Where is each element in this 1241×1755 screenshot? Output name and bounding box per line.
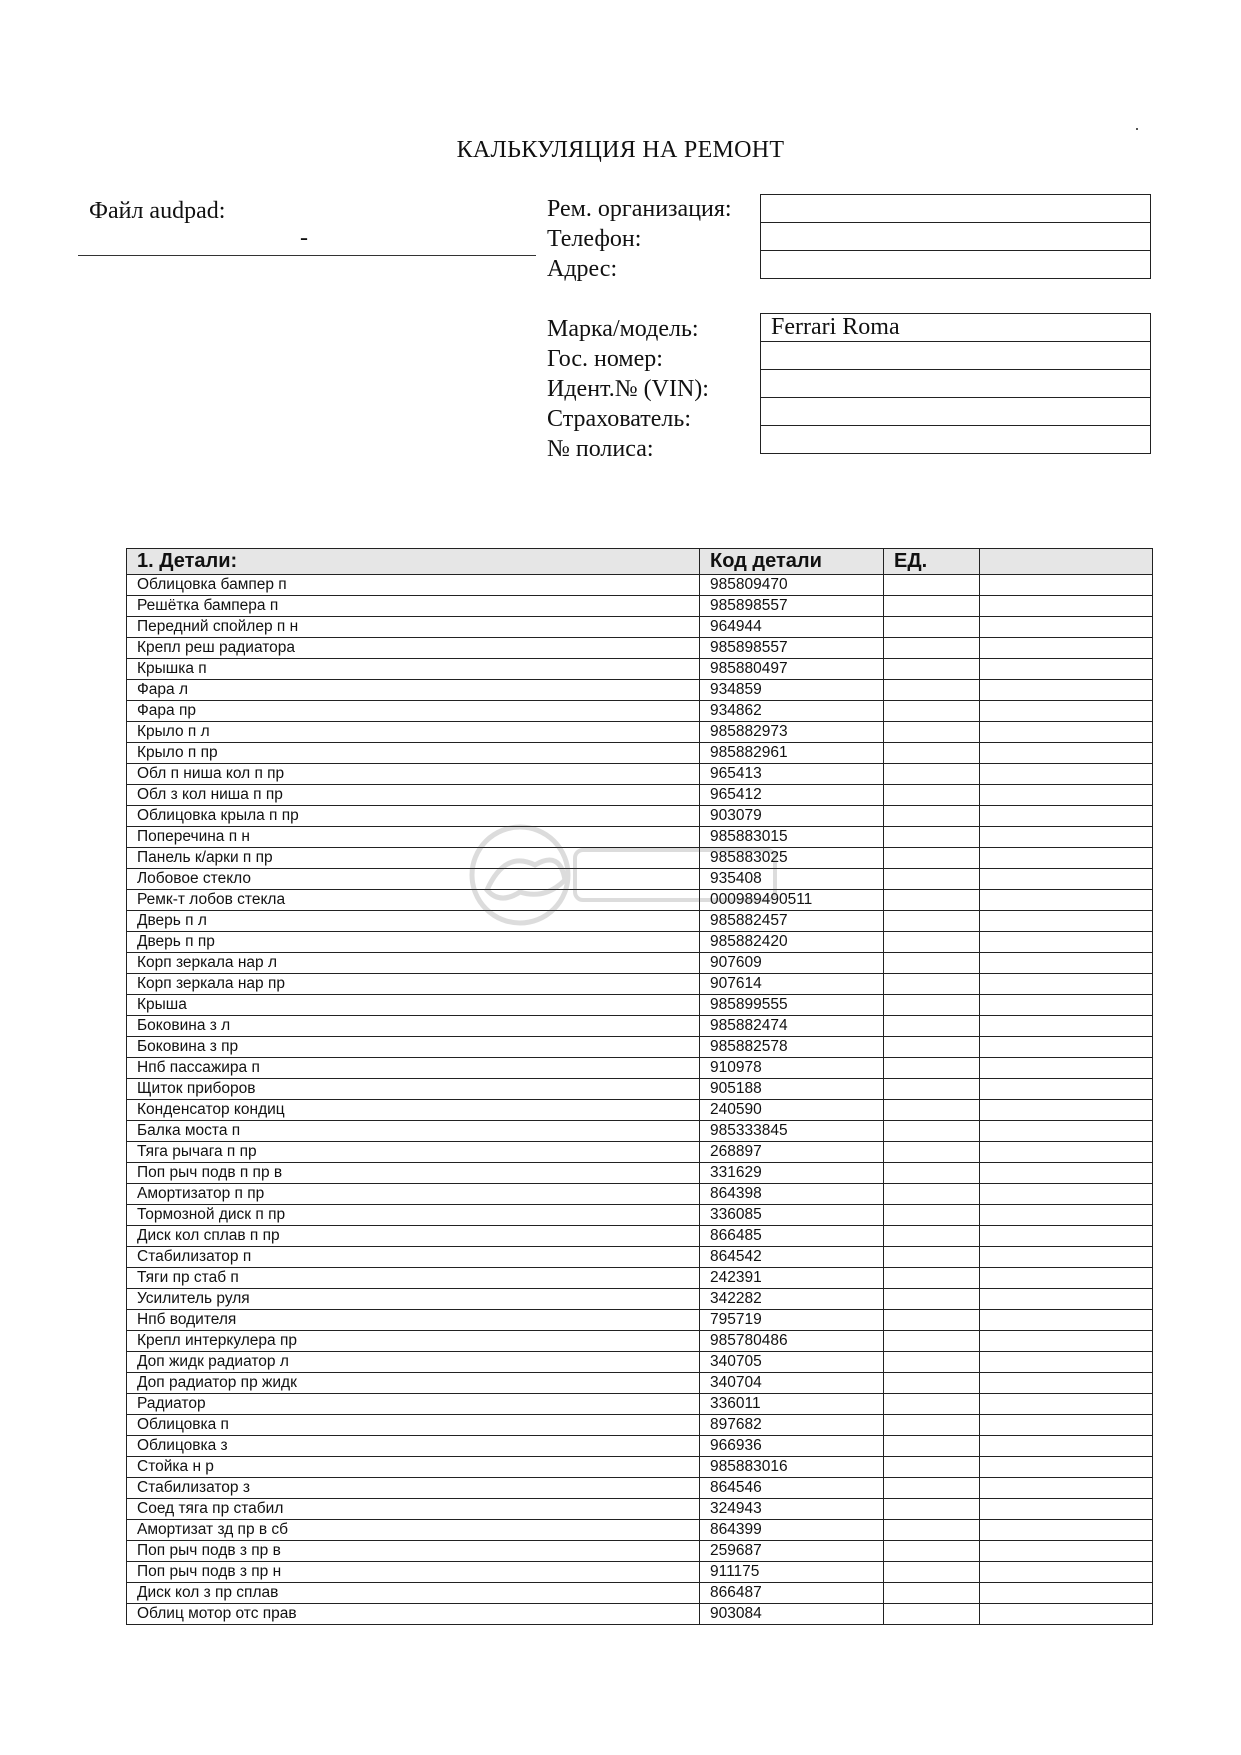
extra-cell — [980, 1604, 1153, 1625]
unit-cell — [884, 1205, 980, 1226]
unit-cell — [884, 1079, 980, 1100]
table-row — [127, 1604, 1153, 1625]
unit-cell — [884, 1142, 980, 1163]
extra-cell — [980, 638, 1153, 659]
part-code-cell: 985882420 — [700, 932, 884, 953]
unit-cell — [884, 659, 980, 680]
unit-cell — [884, 575, 980, 596]
part-code-cell: 934859 — [700, 680, 884, 701]
table-row — [127, 1478, 1153, 1499]
part-name-cell: Усилитель руля — [127, 1289, 700, 1310]
part-name-cell: Конденсатор кондиц — [127, 1100, 700, 1121]
table-row — [127, 890, 1153, 911]
parts-table-body — [127, 575, 1153, 1625]
part-name-cell: Крышка п — [127, 659, 700, 680]
unit-cell — [884, 596, 980, 617]
part-code-cell: 331629 — [700, 1163, 884, 1184]
part-name-cell: Щиток приборов — [127, 1079, 700, 1100]
vehicle-labels — [547, 314, 709, 464]
unit-cell — [884, 1226, 980, 1247]
part-code-cell: 935408 — [700, 869, 884, 890]
part-code-cell: 985882474 — [700, 1016, 884, 1037]
part-code-cell: 985898557 — [700, 638, 884, 659]
extra-cell — [980, 575, 1153, 596]
part-name-cell: Лобовое стекло — [127, 869, 700, 890]
part-code-cell: 911175 — [700, 1562, 884, 1583]
part-name-cell: Решётка бампера п — [127, 596, 700, 617]
extra-cell — [980, 1247, 1153, 1268]
extra-cell — [980, 1436, 1153, 1457]
unit-cell — [884, 617, 980, 638]
table-row — [127, 827, 1153, 848]
file-value: - — [300, 225, 308, 251]
unit-cell — [884, 1436, 980, 1457]
table-row — [127, 785, 1153, 806]
part-code-cell: 964944 — [700, 617, 884, 638]
part-name-cell: Тяга рычага п пр — [127, 1142, 700, 1163]
part-code-cell: 242391 — [700, 1268, 884, 1289]
document-title: КАЛЬКУЛЯЦИЯ НА РЕМОНТ — [456, 137, 785, 163]
unit-cell — [884, 1037, 980, 1058]
extra-cell — [980, 1205, 1153, 1226]
extra-cell — [980, 974, 1153, 995]
extra-cell — [980, 1415, 1153, 1436]
part-code-cell: 985333845 — [700, 1121, 884, 1142]
part-name-cell: Поп рыч подв п пр в — [127, 1163, 700, 1184]
table-row — [127, 701, 1153, 722]
part-code-cell: 985882578 — [700, 1037, 884, 1058]
insured-field[interactable] — [761, 398, 1151, 426]
unit-cell — [884, 1058, 980, 1079]
part-code-cell: 934862 — [700, 701, 884, 722]
unit-cell — [884, 1478, 980, 1499]
part-name-cell: Дверь п пр — [127, 932, 700, 953]
part-code-cell: 985882961 — [700, 743, 884, 764]
header-unit: ЕД. — [884, 549, 980, 575]
unit-cell — [884, 848, 980, 869]
unit-cell — [884, 1247, 980, 1268]
part-name-cell: Передний спойлер п н — [127, 617, 700, 638]
table-row — [127, 1121, 1153, 1142]
unit-cell — [884, 1331, 980, 1352]
table-row — [127, 1373, 1153, 1394]
part-name-cell: Крыша — [127, 995, 700, 1016]
part-name-cell: Обл з кол ниша п пр — [127, 785, 700, 806]
part-name-cell: Радиатор — [127, 1394, 700, 1415]
part-code-cell: 985883016 — [700, 1457, 884, 1478]
extra-cell — [980, 1562, 1153, 1583]
table-row — [127, 1562, 1153, 1583]
header-part-code: Код детали — [700, 549, 884, 575]
table-row — [127, 1205, 1153, 1226]
unit-cell — [884, 1583, 980, 1604]
part-name-cell: Диск кол сплав п пр — [127, 1226, 700, 1247]
part-code-cell: 985882973 — [700, 722, 884, 743]
part-name-cell: Соед тяга пр стабил — [127, 1499, 700, 1520]
unit-cell — [884, 722, 980, 743]
extra-cell — [980, 743, 1153, 764]
table-row — [127, 617, 1153, 638]
part-name-cell: Диск кол з пр сплав — [127, 1583, 700, 1604]
part-name-cell: Поп рыч подв з пр н — [127, 1562, 700, 1583]
part-name-cell: Балка моста п — [127, 1121, 700, 1142]
extra-cell — [980, 617, 1153, 638]
extra-cell — [980, 1121, 1153, 1142]
extra-cell — [980, 1016, 1153, 1037]
extra-cell — [980, 764, 1153, 785]
extra-cell — [980, 1331, 1153, 1352]
part-name-cell: Ремк-т лобов стекла — [127, 890, 700, 911]
organization-fields — [760, 194, 1151, 279]
part-name-cell: Амортизатор п пр — [127, 1184, 700, 1205]
table-row — [127, 1310, 1153, 1331]
policy-field[interactable] — [761, 426, 1151, 454]
extra-cell — [980, 911, 1153, 932]
part-name-cell: Нпб водителя — [127, 1310, 700, 1331]
part-code-cell: 985883025 — [700, 848, 884, 869]
table-row — [127, 1184, 1153, 1205]
part-code-cell: 903079 — [700, 806, 884, 827]
table-row — [127, 1415, 1153, 1436]
unit-cell — [884, 932, 980, 953]
table-row — [127, 1352, 1153, 1373]
organization-labels — [547, 194, 732, 284]
extra-cell — [980, 953, 1153, 974]
part-name-cell: Фара л — [127, 680, 700, 701]
part-name-cell: Тяги пр стаб п — [127, 1268, 700, 1289]
table-row — [127, 1100, 1153, 1121]
part-code-cell: 985780486 — [700, 1331, 884, 1352]
extra-cell — [980, 701, 1153, 722]
phone-field[interactable] — [761, 223, 1151, 251]
part-code-cell: 903084 — [700, 1604, 884, 1625]
repair-org-label: Рем. организация: — [547, 196, 732, 222]
table-row — [127, 848, 1153, 869]
table-row — [127, 1079, 1153, 1100]
extra-cell — [980, 1478, 1153, 1499]
table-row — [127, 743, 1153, 764]
unit-cell — [884, 1520, 980, 1541]
table-row — [127, 638, 1153, 659]
unit-cell — [884, 1310, 980, 1331]
unit-cell — [884, 785, 980, 806]
table-row — [127, 1583, 1153, 1604]
part-name-cell: Стабилизатор п — [127, 1247, 700, 1268]
address-field[interactable] — [761, 251, 1151, 279]
part-name-cell: Поперечина п н — [127, 827, 700, 848]
extra-cell — [980, 1037, 1153, 1058]
unit-cell — [884, 827, 980, 848]
unit-cell — [884, 1016, 980, 1037]
part-code-cell: 324943 — [700, 1499, 884, 1520]
table-row — [127, 911, 1153, 932]
part-code-cell: 965412 — [700, 785, 884, 806]
part-code-cell: 985880497 — [700, 659, 884, 680]
table-row — [127, 869, 1153, 890]
extra-cell — [980, 1499, 1153, 1520]
unit-cell — [884, 764, 980, 785]
part-code-cell: 985898557 — [700, 596, 884, 617]
part-name-cell: Амортизат зд пр в сб — [127, 1520, 700, 1541]
part-code-cell: 000989490511 — [700, 890, 884, 911]
unit-cell — [884, 1415, 980, 1436]
unit-cell — [884, 1268, 980, 1289]
part-code-cell: 905188 — [700, 1079, 884, 1100]
table-row — [127, 995, 1153, 1016]
policy-label: № полиса: — [547, 436, 654, 462]
unit-cell — [884, 1541, 980, 1562]
part-code-cell: 910978 — [700, 1058, 884, 1079]
file-underline — [78, 255, 536, 256]
part-code-cell: 965413 — [700, 764, 884, 785]
table-row — [127, 1436, 1153, 1457]
table-row — [127, 806, 1153, 827]
header-parts: 1. Детали: — [127, 549, 700, 575]
table-row — [127, 932, 1153, 953]
extra-cell — [980, 806, 1153, 827]
table-row — [127, 1541, 1153, 1562]
part-code-cell: 985883015 — [700, 827, 884, 848]
extra-cell — [980, 1079, 1153, 1100]
table-row — [127, 1016, 1153, 1037]
table-row — [127, 1058, 1153, 1079]
header-extra — [980, 549, 1153, 575]
extra-cell — [980, 1289, 1153, 1310]
plate-label: Гос. номер: — [547, 346, 663, 372]
unit-cell — [884, 890, 980, 911]
extra-cell — [980, 596, 1153, 617]
extra-cell — [980, 1226, 1153, 1247]
part-name-cell: Фара пр — [127, 701, 700, 722]
part-code-cell: 864399 — [700, 1520, 884, 1541]
part-code-cell: 268897 — [700, 1142, 884, 1163]
table-row — [127, 953, 1153, 974]
unit-cell — [884, 953, 980, 974]
extra-cell — [980, 848, 1153, 869]
table-row — [127, 1142, 1153, 1163]
extra-cell — [980, 1583, 1153, 1604]
extra-cell — [980, 1058, 1153, 1079]
page-speck — [1136, 128, 1138, 130]
address-label: Адрес: — [547, 256, 618, 282]
part-code-cell: 985899555 — [700, 995, 884, 1016]
part-name-cell: Поп рыч подв з пр в — [127, 1541, 700, 1562]
extra-cell — [980, 827, 1153, 848]
part-code-cell: 336085 — [700, 1205, 884, 1226]
part-code-cell: 866487 — [700, 1583, 884, 1604]
extra-cell — [980, 932, 1153, 953]
part-name-cell: Боковина з л — [127, 1016, 700, 1037]
phone-label: Телефон: — [547, 226, 642, 252]
part-name-cell: Доп жидк радиатор л — [127, 1352, 700, 1373]
part-name-cell: Стойка н р — [127, 1457, 700, 1478]
part-code-cell: 985809470 — [700, 575, 884, 596]
part-code-cell: 340704 — [700, 1373, 884, 1394]
extra-cell — [980, 785, 1153, 806]
part-name-cell: Крыло п пр — [127, 743, 700, 764]
table-row — [127, 974, 1153, 995]
table-row — [127, 1394, 1153, 1415]
part-code-cell: 259687 — [700, 1541, 884, 1562]
unit-cell — [884, 869, 980, 890]
unit-cell — [884, 743, 980, 764]
table-row — [127, 1499, 1153, 1520]
part-name-cell: Нпб пассажира п — [127, 1058, 700, 1079]
table-row — [127, 1163, 1153, 1184]
unit-cell — [884, 1100, 980, 1121]
table-row — [127, 764, 1153, 785]
extra-cell — [980, 1373, 1153, 1394]
table-row — [127, 1247, 1153, 1268]
part-code-cell: 795719 — [700, 1310, 884, 1331]
part-name-cell: Обл п ниша кол п пр — [127, 764, 700, 785]
unit-cell — [884, 1457, 980, 1478]
extra-cell — [980, 1142, 1153, 1163]
repair-org-field[interactable] — [761, 195, 1151, 223]
part-code-cell: 240590 — [700, 1100, 884, 1121]
part-code-cell: 340705 — [700, 1352, 884, 1373]
extra-cell — [980, 890, 1153, 911]
part-name-cell: Облиц мотор отс прав — [127, 1604, 700, 1625]
table-row — [127, 575, 1153, 596]
unit-cell — [884, 1373, 980, 1394]
unit-cell — [884, 1121, 980, 1142]
vin-label: Идент.№ (VIN): — [547, 376, 709, 402]
part-code-cell: 866485 — [700, 1226, 884, 1247]
vin-field[interactable] — [761, 370, 1151, 398]
table-row — [127, 680, 1153, 701]
part-code-cell: 336011 — [700, 1394, 884, 1415]
insured-label: Страхователь: — [547, 406, 691, 432]
part-name-cell: Крепл интеркулера пр — [127, 1331, 700, 1352]
vehicle-fields — [760, 313, 1151, 454]
part-name-cell: Тормозной диск п пр — [127, 1205, 700, 1226]
table-row — [127, 596, 1153, 617]
unit-cell — [884, 1289, 980, 1310]
part-code-cell: 907609 — [700, 953, 884, 974]
unit-cell — [884, 995, 980, 1016]
extra-cell — [980, 1541, 1153, 1562]
extra-cell — [980, 1163, 1153, 1184]
unit-cell — [884, 1163, 980, 1184]
part-code-cell: 864542 — [700, 1247, 884, 1268]
extra-cell — [980, 1352, 1153, 1373]
table-row — [127, 1520, 1153, 1541]
part-code-cell: 907614 — [700, 974, 884, 995]
extra-cell — [980, 995, 1153, 1016]
unit-cell — [884, 1394, 980, 1415]
part-code-cell: 985882457 — [700, 911, 884, 932]
part-code-cell: 897682 — [700, 1415, 884, 1436]
extra-cell — [980, 1394, 1153, 1415]
unit-cell — [884, 1604, 980, 1625]
unit-cell — [884, 701, 980, 722]
extra-cell — [980, 680, 1153, 701]
extra-cell — [980, 659, 1153, 680]
part-name-cell: Стабилизатор з — [127, 1478, 700, 1499]
part-code-cell: 966936 — [700, 1436, 884, 1457]
make-model-label: Марка/модель: — [547, 316, 699, 342]
unit-cell — [884, 680, 980, 701]
extra-cell — [980, 1310, 1153, 1331]
part-name-cell: Корп зеркала нар пр — [127, 974, 700, 995]
extra-cell — [980, 1520, 1153, 1541]
extra-cell — [980, 869, 1153, 890]
part-name-cell: Дверь п л — [127, 911, 700, 932]
part-name-cell: Корп зеркала нар л — [127, 953, 700, 974]
table-row — [127, 1268, 1153, 1289]
part-name-cell: Панель к/арки п пр — [127, 848, 700, 869]
unit-cell — [884, 1352, 980, 1373]
unit-cell — [884, 806, 980, 827]
extra-cell — [980, 1184, 1153, 1205]
part-name-cell: Облицовка з — [127, 1436, 700, 1457]
file-label: Файл audpad: — [89, 198, 226, 224]
table-row — [127, 1331, 1153, 1352]
extra-cell — [980, 1457, 1153, 1478]
part-name-cell: Облицовка бампер п — [127, 575, 700, 596]
unit-cell — [884, 1499, 980, 1520]
part-name-cell: Крепл реш радиатора — [127, 638, 700, 659]
table-row — [127, 1289, 1153, 1310]
part-code-cell: 864546 — [700, 1478, 884, 1499]
parts-table — [126, 548, 1153, 1625]
unit-cell — [884, 1184, 980, 1205]
part-name-cell: Доп радиатор пр жидк — [127, 1373, 700, 1394]
unit-cell — [884, 1562, 980, 1583]
parts-table-header — [127, 549, 1153, 575]
part-code-cell: 342282 — [700, 1289, 884, 1310]
extra-cell — [980, 722, 1153, 743]
part-name-cell: Облицовка крыла п пр — [127, 806, 700, 827]
unit-cell — [884, 911, 980, 932]
part-name-cell: Крыло п л — [127, 722, 700, 743]
part-code-cell: 864398 — [700, 1184, 884, 1205]
unit-cell — [884, 974, 980, 995]
part-name-cell: Облицовка п — [127, 1415, 700, 1436]
unit-cell — [884, 638, 980, 659]
table-row — [127, 1457, 1153, 1478]
make-model-field[interactable]: Ferrari Roma — [761, 314, 1151, 342]
table-row — [127, 722, 1153, 743]
extra-cell — [980, 1100, 1153, 1121]
table-row — [127, 1037, 1153, 1058]
table-row — [127, 1226, 1153, 1247]
table-row — [127, 659, 1153, 680]
part-name-cell: Боковина з пр — [127, 1037, 700, 1058]
plate-field[interactable] — [761, 342, 1151, 370]
extra-cell — [980, 1268, 1153, 1289]
